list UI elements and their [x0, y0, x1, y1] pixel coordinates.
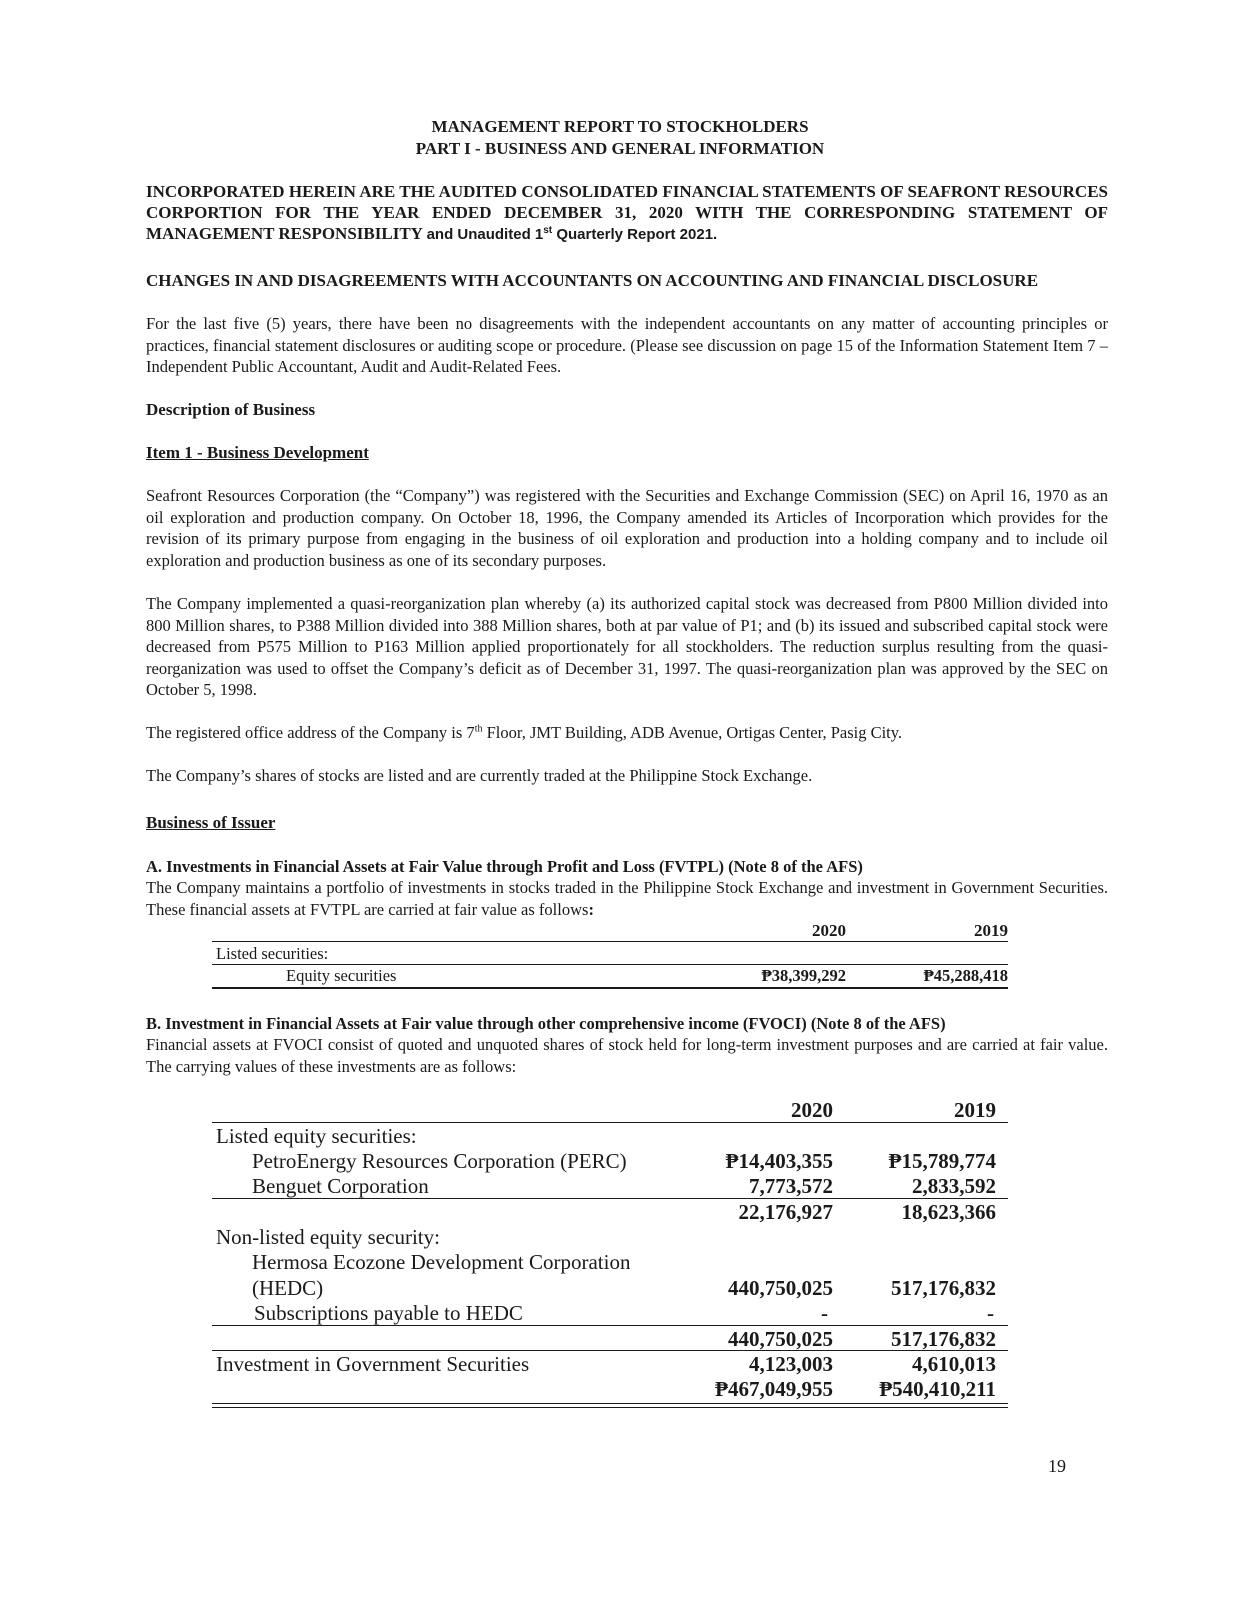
column-header-2019: 2019 [954, 1098, 996, 1122]
table-rule [212, 1350, 1008, 1351]
section-b-heading: B. Investment in Financial Assets at Fair value through other comprehensive income (FVOCI) (Note 8 of the AFS) [146, 1014, 946, 1033]
table-row: Benguet Corporation 7,773,572 2,833,592 [252, 1174, 996, 1198]
fvtpl-row-listed: Listed securities: [216, 944, 329, 963]
table-row: 22,176,927 18,623,366 [738, 1200, 996, 1224]
table-rule [212, 1403, 1008, 1404]
table-rule [212, 1325, 1008, 1326]
table-row: Listed equity securities: [216, 1124, 417, 1148]
changes-paragraph: For the last five (5) years, there have been no disagreements with the independent accountants on any matter of accounting principles or practices, financial statement disclosures or auditing scope or procedure. (Please see discussion on page 15 of the Information Statement Item 7 – Independent Public Accountant, Audit and Audit-Related Fees. [146, 314, 1108, 376]
page-number: 19 [1048, 1456, 1066, 1476]
section-a-paragraph: The Company maintains a portfolio of investments in stocks traded in the Philippine Stock Exchange and investment in Government Securities. These financial assets at FVTPL are carried at fair value as follows: [146, 878, 1108, 919]
item1-heading: Item 1 - Business Development [146, 443, 369, 462]
intro-statement: INCORPORATED HEREIN ARE THE AUDITED CONSOLIDATED FINANCIAL STATEMENTS OF SEAFRONT RESOURCES CORPORTION FOR THE YEAR ENDED DECEMBER 31, 2020 WITH THE CORRESPONDING STATEMENT OF MANAGEMENT RESPONSIBILITY and Unaudited 1st Quarterly Report 2021. [146, 182, 1108, 243]
table-row: (HEDC) 440,750,025 517,176,832 [252, 1276, 996, 1300]
column-header-2019: 2019 [974, 921, 1008, 940]
table-rule [212, 1198, 1008, 1199]
column-header-2020: 2020 [791, 1098, 833, 1122]
table-row: Non-listed equity security: [216, 1225, 440, 1249]
fvoci-table [216, 0, 1008, 1605]
table-header-row [216, 1098, 1008, 1123]
description-heading: Description of Business [146, 400, 316, 419]
changes-heading: CHANGES IN AND DISAGREEMENTS WITH ACCOUNTANTS ON ACCOUNTING AND FINANCIAL DISCLOSURE [146, 271, 1039, 290]
issuer-heading: Business of Issuer [146, 813, 276, 832]
column-header-2020: 2020 [812, 921, 846, 940]
table-row: Subscriptions payable to HEDC - - [254, 1301, 994, 1325]
business-dev-paragraph-2: The Company implemented a quasi-reorganization plan whereby (a) its authorized capital stock was decreased from P800 Million divided into 800 Million shares, to P388 Million divided into 388 Million shares, both at par value of P1; and (b) its issued and subscribed capital stock were decreased from P575 Million to P163 Million applied proportionately for all stockholders. The reduction surplus resulting from the quasi-reorganization was used to offset the Company’s deficit as of December 31, 1997. The quasi-reorganization plan was approved by the SEC on October 5, 1998. [146, 594, 1108, 699]
table-row: 440,750,025 517,176,832 [728, 1327, 996, 1351]
business-dev-paragraph-1: Seafront Resources Corporation (the “Company”) was registered with the Securities and Exchange Commission (SEC) on April 16, 1970 as an oil exploration and production company. On October 18, 1996, the Company amended its Articles of Incorporation which provides for the revision of its primary purpose from engaging in the business of oil exploration and production into a holding company and to include oil exploration and production business as one of its secondary purposes. [146, 486, 1108, 570]
table-row: Hermosa Ecozone Development Corporation [252, 1250, 631, 1274]
table-row: ₱467,049,955 ₱540,410,211 [715, 1377, 996, 1401]
table-rule [212, 1122, 1008, 1123]
report-title: MANAGEMENT REPORT TO STOCKHOLDERS [431, 117, 809, 136]
office-address-paragraph: The registered office address of the Company is 7th Floor, JMT Building, ADB Avenue, Ortigas Center, Pasig City. [146, 723, 903, 742]
table-row: Equity securities ₱38,399,292 ₱45,288,418 [286, 966, 1008, 985]
table-row: Investment in Government Securities 4,123,003 4,610,013 [216, 1352, 996, 1376]
section-a-heading: A. Investments in Financial Assets at Fair Value through Profit and Loss (FVTPL) (Note 8 of the AFS) [146, 857, 863, 876]
section-b-paragraph: Financial assets at FVOCI consist of quoted and unquoted shares of stock held for long-term investment purposes and are carried at fair value. The carrying values of these investments are as follows: [146, 1035, 1108, 1076]
table-rule [212, 1407, 1008, 1408]
table-row: PetroEnergy Resources Corporation (PERC) ₱14,403,355 ₱15,789,774 [252, 1149, 996, 1173]
report-subtitle: PART I - BUSINESS AND GENERAL INFORMATION [415, 139, 825, 158]
listing-paragraph: The Company’s shares of stocks are listed and are currently traded at the Philippine Stock Exchange. [146, 766, 813, 785]
